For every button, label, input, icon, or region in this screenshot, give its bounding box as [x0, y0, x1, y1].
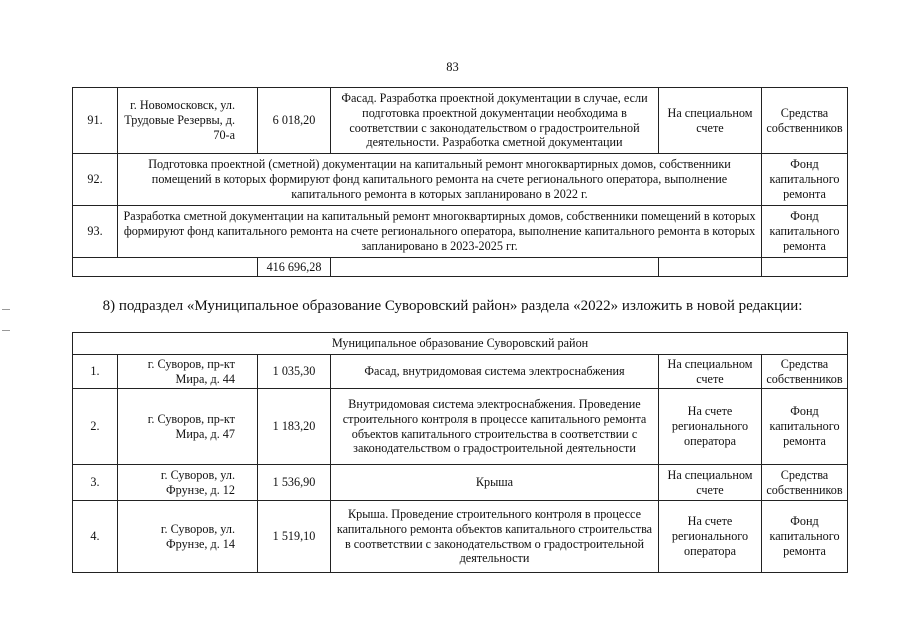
- funding-source-cell: Средства собственников: [762, 355, 848, 389]
- row-number: 3.: [73, 465, 118, 501]
- account-type-cell: На специальном счете: [659, 465, 762, 501]
- table-row: [73, 206, 848, 258]
- account-type-cell: На счете регионального оператора: [659, 501, 762, 573]
- table-row: [73, 355, 848, 389]
- row-number: 92.: [73, 154, 118, 206]
- table-row: [73, 501, 848, 573]
- description-cell: Разработка сметной документации на капитальный ремонт многоквартирных домов, собственники помещений в которых формируют фонд капитального ремонта на счете регионального оператора, выполнение капитального ремонта в которых запланировано в 2023-2025 гг.: [118, 206, 762, 258]
- suvorov-district-table: [72, 332, 848, 573]
- address-cell: г. Суворов, пр-кт Мира, д. 44: [118, 355, 258, 389]
- row-number: 4.: [73, 501, 118, 573]
- empty-cell: [659, 258, 762, 277]
- section-heading: 8) подраздел «Муниципальное образование Суворовский район» раздела «2022» изложить в новой редакции:: [102, 298, 803, 314]
- work-type-cell: Крыша. Проведение строительного контроля в процессе капитального ремонта объектов капитального строительства в соответствии с законодательством о градостроительной деятельности: [331, 501, 659, 573]
- row-number: 91.: [73, 88, 118, 154]
- empty-cell: [331, 258, 659, 277]
- amount-cell: 1 183,20: [258, 389, 331, 465]
- total-amount: 416 696,28: [258, 258, 331, 277]
- page-number: 83: [446, 60, 459, 74]
- address-cell: г. Суворов, пр-кт Мира, д. 47: [118, 389, 258, 465]
- table-row: [73, 88, 848, 154]
- row-number: 2.: [73, 389, 118, 465]
- funding-source-cell: Фонд капитального ремонта: [762, 389, 848, 465]
- work-type-cell: Крыша: [331, 465, 659, 501]
- empty-cell: [73, 258, 258, 277]
- table-row: [73, 389, 848, 465]
- amount-cell: 6 018,20: [258, 88, 331, 154]
- table-row: [73, 465, 848, 501]
- account-type-cell: На специальном счете: [659, 355, 762, 389]
- margin-mark: [2, 309, 10, 310]
- amount-cell: 1 035,30: [258, 355, 331, 389]
- funding-source-cell: Фонд капитального ремонта: [762, 154, 848, 206]
- funding-source-cell: Средства собственников: [762, 465, 848, 501]
- row-number: 93.: [73, 206, 118, 258]
- address-cell: г. Новомосковск, ул. Трудовые Резервы, д. 70-а: [118, 88, 258, 154]
- account-type-cell: На счете регионального оператора: [659, 389, 762, 465]
- account-type-cell: На специальном счете: [659, 88, 762, 154]
- table-row: [73, 154, 848, 206]
- total-row: [73, 258, 848, 277]
- funding-source-cell: Средства собственников: [762, 88, 848, 154]
- table-title-row: [73, 333, 848, 355]
- capital-repair-table-continued: [72, 87, 848, 277]
- amount-cell: 1 519,10: [258, 501, 331, 573]
- table-title: Муниципальное образование Суворовский район: [73, 333, 848, 355]
- address-cell: г. Суворов, ул. Фрунзе, д. 14: [118, 501, 258, 573]
- work-type-cell: Внутридомовая система электроснабжения. Проведение строительного контроля в процессе капитального ремонта объектов капитального строительства в соответствии с законодательством о градостроительной деятельности: [331, 389, 659, 465]
- work-type-cell: Фасад, внутридомовая система электроснабжения: [331, 355, 659, 389]
- funding-source-cell: Фонд капитального ремонта: [762, 206, 848, 258]
- row-number: 1.: [73, 355, 118, 389]
- address-cell: г. Суворов, ул. Фрунзе, д. 12: [118, 465, 258, 501]
- description-cell: Подготовка проектной (сметной) документации на капитальный ремонт многоквартирных домов, собственники помещений в которых формируют фонд капитального ремонта на счете регионального оператора, выполнение капитального ремонта в которых запланировано в 2022 г.: [118, 154, 762, 206]
- funding-source-cell: Фонд капитального ремонта: [762, 501, 848, 573]
- margin-mark: [2, 330, 10, 331]
- empty-cell: [762, 258, 848, 277]
- work-type-cell: Фасад. Разработка проектной документации в случае, если подготовка проектной документации необходима в соответствии с законодательством о градостроительной деятельности. Разработка сметной документации: [331, 88, 659, 154]
- amount-cell: 1 536,90: [258, 465, 331, 501]
